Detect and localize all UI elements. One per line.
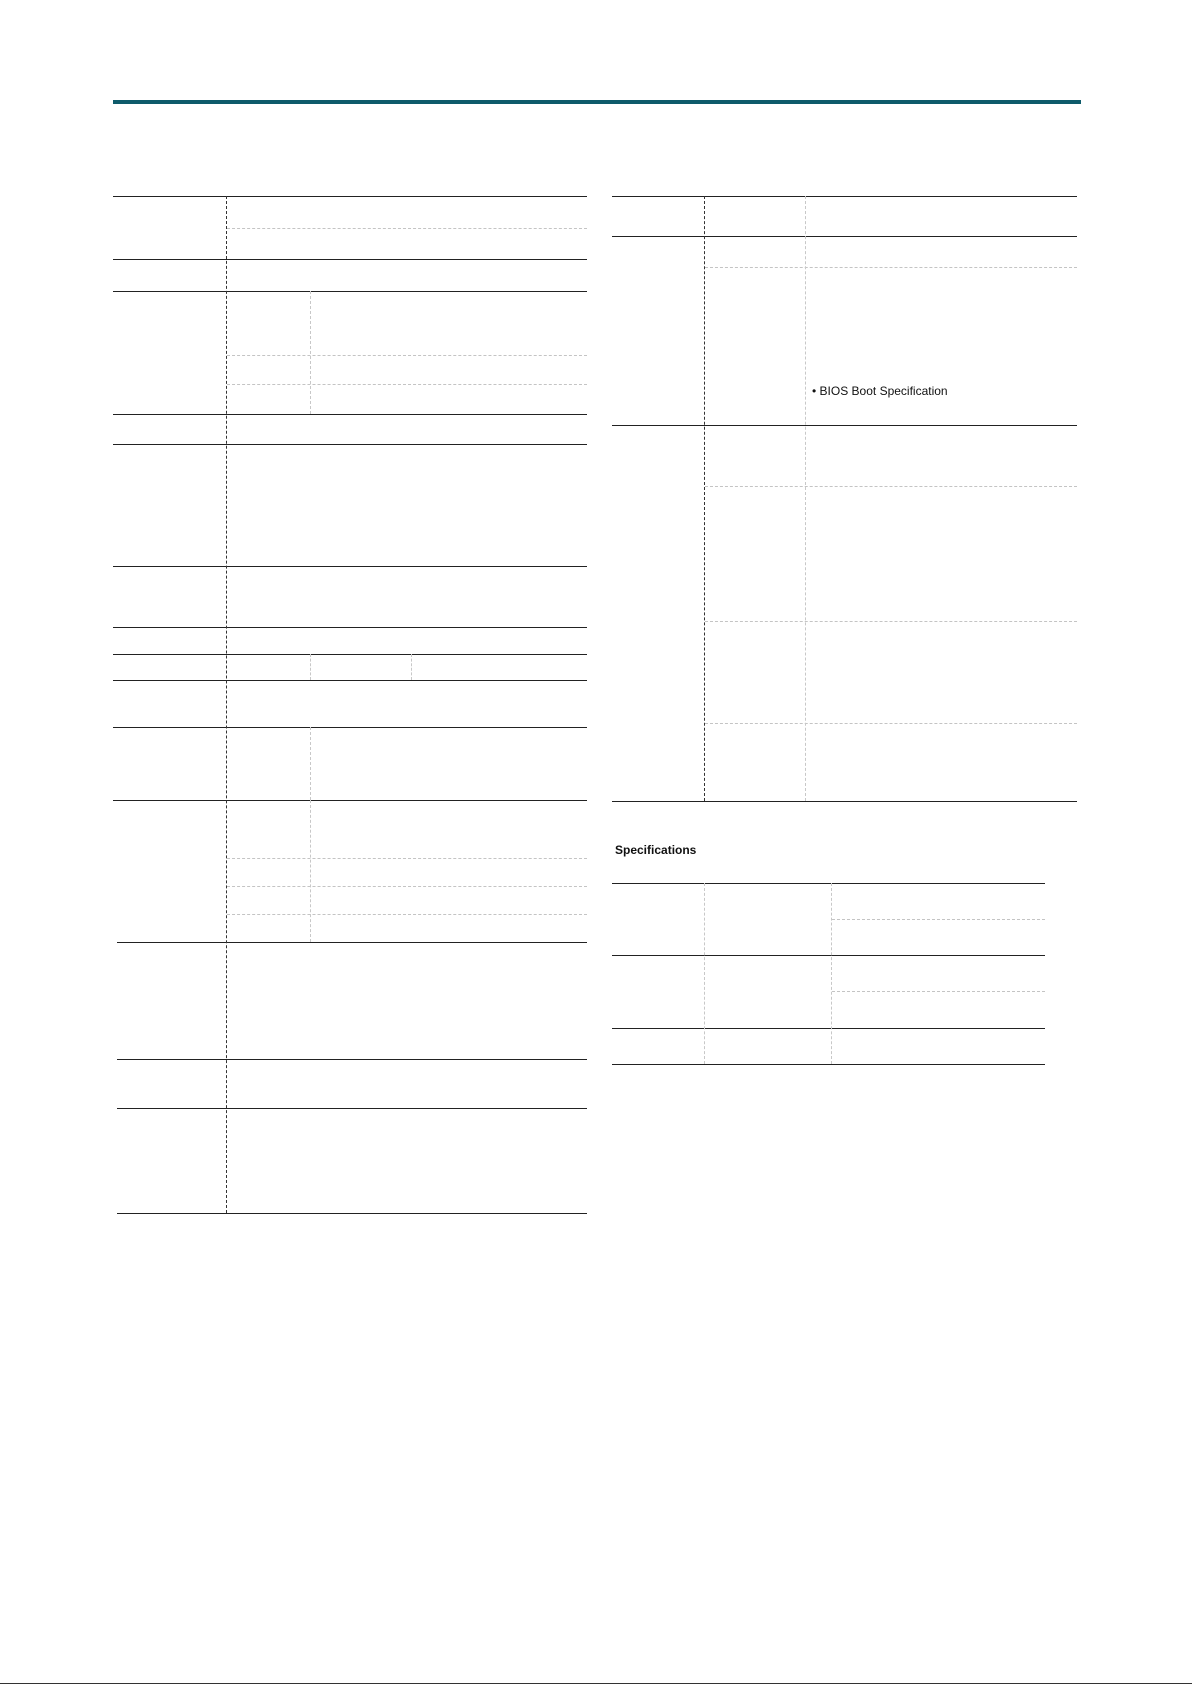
table-subrow-separator: [705, 621, 1077, 622]
left-table-column-divider: [226, 196, 227, 1213]
table-row-separator: [113, 566, 587, 567]
table-subrow-separator: [227, 858, 587, 859]
left-table-bottom-rule: [117, 1213, 587, 1214]
right-table-top-rule: [612, 196, 1077, 197]
table-row-separator: [113, 627, 587, 628]
table-subrow-separator: [227, 886, 587, 887]
table-row-separator: [113, 444, 587, 445]
table-subrow-separator: [227, 914, 587, 915]
table-subrow-separator: [227, 355, 587, 356]
table-subcolumn-divider: [805, 196, 806, 801]
bios-boot-spec-item: • BIOS Boot Specification: [812, 384, 948, 398]
right-table-column-divider: [704, 196, 705, 801]
table-row-separator: [113, 800, 587, 801]
table-row-separator: [612, 801, 1077, 802]
table-row-separator: [113, 680, 587, 681]
left-table-top-rule: [113, 196, 587, 197]
table-row-separator: [113, 654, 587, 655]
footer-rule: [0, 1683, 1192, 1684]
table-row-separator: [612, 1028, 1045, 1029]
table-row-separator: [117, 942, 587, 943]
table-subrow-separator: [227, 384, 587, 385]
table-subrow-separator: [832, 991, 1045, 992]
table-row-separator: [113, 259, 587, 260]
table-subcolumn-divider: [310, 727, 311, 800]
right-spec-table: [600, 0, 1192, 1080]
table-row-separator: [113, 291, 587, 292]
table-row-separator: [612, 425, 1077, 426]
table-subcolumn-divider: [831, 883, 832, 1064]
table-row-separator: [117, 1108, 587, 1109]
left-spec-table: [0, 0, 600, 1230]
table-subrow-separator: [832, 919, 1045, 920]
table-subrow-separator: [705, 267, 1077, 268]
table-subcolumn-divider: [411, 654, 412, 680]
table-row-separator: [612, 236, 1077, 237]
table-subcolumn-divider: [704, 883, 705, 1064]
table-row-separator: [113, 414, 587, 415]
table-subcolumn-divider: [310, 654, 311, 680]
specifications-label: Specifications: [615, 843, 697, 857]
table-row-separator: [117, 1059, 587, 1060]
table-subrow-separator: [705, 723, 1077, 724]
table-row-separator: [612, 883, 1045, 884]
table-subcolumn-divider: [310, 800, 311, 942]
table-subrow-separator: [227, 228, 587, 229]
table-row-separator: [113, 727, 587, 728]
table-subcolumn-divider: [310, 291, 311, 414]
table-row-separator: [612, 955, 1045, 956]
right-table-bottom-rule: [612, 1064, 1045, 1065]
table-subrow-separator: [705, 486, 1077, 487]
